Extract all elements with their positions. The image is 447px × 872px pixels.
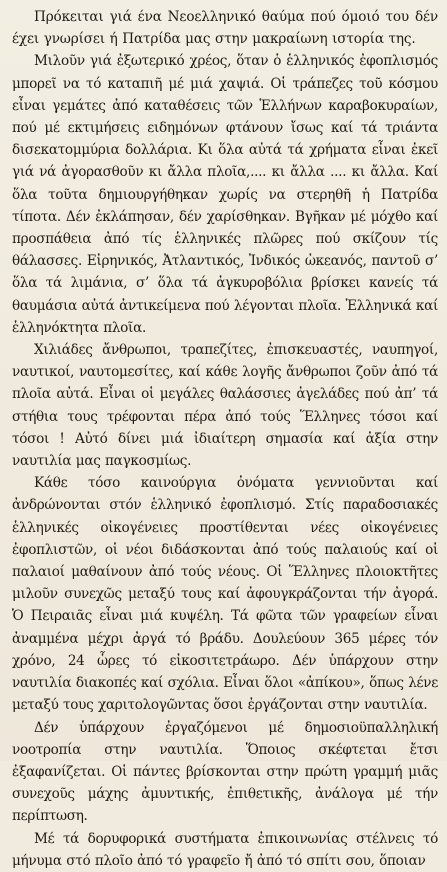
paragraph-thousands-of-people: Χιλιάδες ἄνθρωποι, τραπεζίτες, ἐπισκευαστές, ναυπηγοί, ναυτικοί, ναυτομεσίτες, καί κάθε λογῆς ἄνθρωποι ζοῦν ἀπό τά πλοῖα αὐτά. Εἶναι οἱ μεγάλες θαλάσσιες ἀγελάδες πού ἀπ’ τά στήθια τους τρέφονται πέρα ἀπό τούς Ἕλληνες τόσοι καί τόσοι ! Αὐτό δίνει μιά ἰδιαίτερη σημασία καί ἀξία στην ναυτιλία μας παγκοσμίως. [12, 342, 438, 470]
paragraph-new-names: Κάθε τόσο καινούργια ὀνόματα γεννιοῦνται καί ἀνδρώνονται στόν ἑλληνικό ἐφοπλισμό. Στίς παραδοσιακές ἑλληνικές οἰκογένειες προστίθενται νέες οἰκογένειες ἐφοπλιστῶν, οἱ νέοι διδάσκονται ἀπό τούς παλαιούς καί οἱ παλαιοί μαθαίνουν ἀπό τούς νέους. Οἱ Ἕλληνες πλοιοκτῆτες μιλοῦν συνεχῶς μεταξύ τους καί ἀφουγκράζονται τήν ἀγορά. Ὁ Πειραιᾶς εἶναι μιά κυψέλη. Τά φῶτα τῶν γραφείων εἶναι ἀναμμένα μέχρι ἀργά τό βράδυ. Δουλεύουν 365 μέρες τόν χρόνο, 24 ὧρες τό εἰκοσιτετράωρο. Δέν ὑπάρχουν στην ναυτιλία διακοπές καί σχόλια. Εἶναι ὅλοι «ἀπίκου», ὅπως λένε μεταξύ τους χαριτολογῶντας ὅσοι ἐργάζονται στην ναυτιλία. [12, 475, 438, 714]
paragraph-no-civil-servants: Δέν ὑπάρχουν ἐργαζόμενοι μέ δημοσιοϋπαλληλική νοοτροπία στην ναυτιλία. Ὅποιος σκέφτεται ἔτσι ἐξαφανίζεται. Οἱ πάντες βρίσκονται στην πρώτη γραμμή μιᾶς συνεχοῦς μάχης ἀμυντικής, ἐπιθετικῆς, ἀνάλογα μέ τήν περίπτωση. [12, 719, 438, 825]
paragraph-external-debt: Μιλοῦν γιά ἐξωτερικό χρέος, ὅταν ὁ ἑλληνικός ἐφοπλισμός μπορεῖ να τό καταπιῆ μέ μιά χαψιά. Οἱ τράπεζες τοῦ κόσμου εἶναι γεμάτες ἀπό καταθέσεις τῶν Ἑλλήνων καραβοκυραίων, πού μέ εκτιμήσεις ειδημόνων φτάνουν ἴσως καί τά τριάντα δισεκατομμύρια δολλάρια. Κι ὅλα αὐτά τά χρήματα εἶναι ἐκεῖ γιά νά ἀγορασθοῦν κι ἄλλα πλοῖα,.... κι ἄλλα .... κι ἄλλα. Καί ὅλα τοῦτα δημιουργήθηκαν χωρίς να στερηθῆ ἡ Πατρίδα τίποτα. Δέν ἐκλάπησαν, δέν χαρίσθηκαν. Βγῆκαν μέ μόχθο καί προσπάθεια ἀπό τίς ἑλληνικές πλῶρες πού σκίζουν τίς θάλασσες. Εἰρηνικός, Ἀτλαντικός, Ἰνδικός ὠκεανός, παντοῦ σ’ ὅλα τά λιμάνια, σ’ ὅλα τά ἀγκυροβόλια βρίσκει κανείς τά θαυμάσια αὐτά ἀντικείμενα πού λέγονται πλοῖα. Ἑλληνικά καί ἑλληνόκτητα πλοῖα. [12, 53, 438, 336]
paragraph-satellite-systems: Μέ τά δορυφορικά συστήματα ἐπικοινωνίας στέλνεις τό μήνυμα στό πλοῖο ἀπό τό γραφεῖο ἤ ἀπό τό σπίτι σου, ὅποιαν [12, 830, 438, 869]
paragraph-intro: Πρόκειται γιά ένα Νεοελληνικό θαύμα πού όμοιό του δέν έχει γνωρίσει ή Πατρίδα μας στην μακραίωνη ιστορία της. [12, 9, 438, 48]
